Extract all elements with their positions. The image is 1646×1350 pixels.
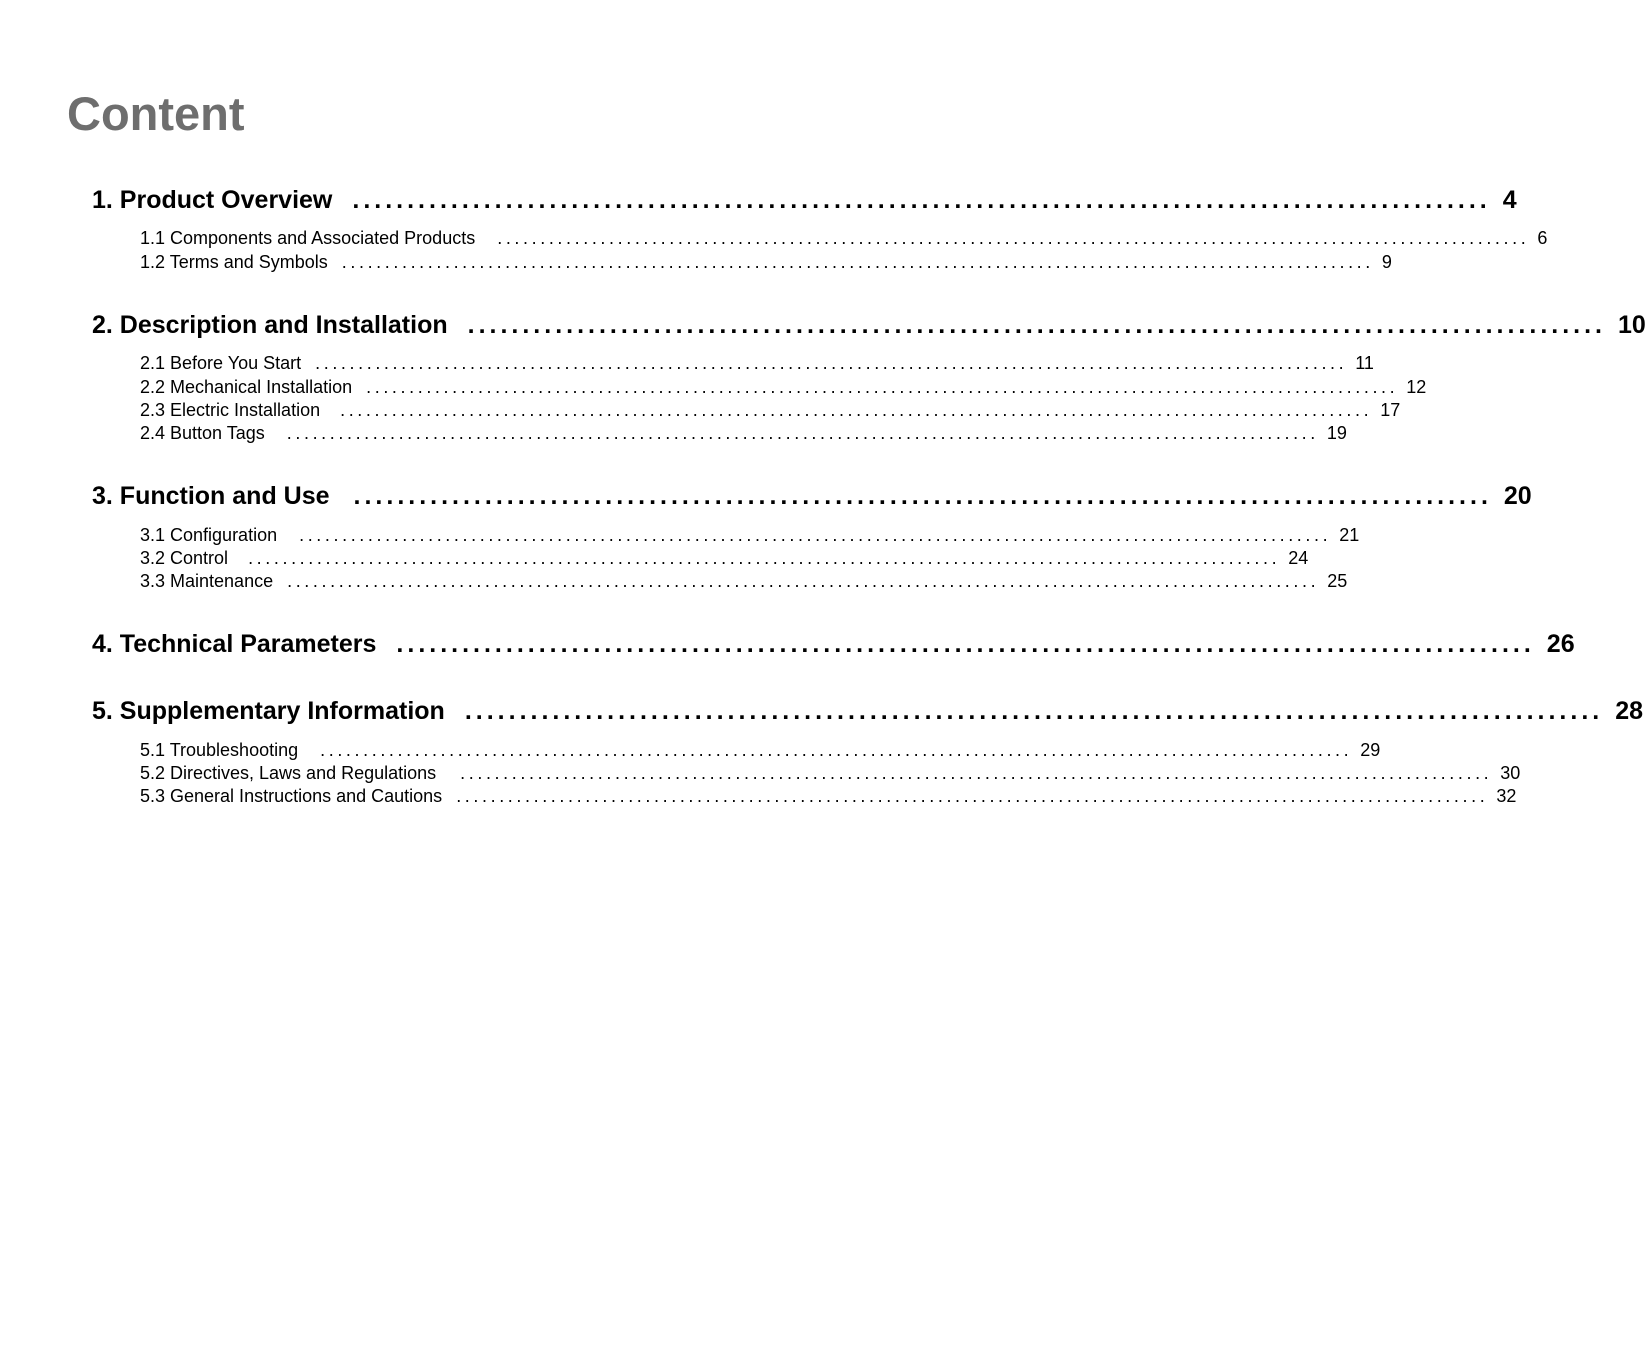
toc-page-number: 29 [1360, 740, 1381, 760]
toc-section-label: 2. Description and Installation [92, 311, 448, 339]
toc-page-number: 12 [1406, 377, 1427, 397]
toc-item-5-3[interactable] [140, 785, 1517, 808]
toc-item-label: 2.2 Mechanical Installation [140, 377, 353, 397]
toc-section-label: 1. Product Overview [92, 186, 333, 214]
dot-leader: ........................................................................................................ [464, 697, 1604, 725]
toc-item-label: 3.2 Control [140, 548, 229, 568]
dot-leader: ........................................................................................................................ [299, 525, 1332, 545]
toc-section-5[interactable] [92, 696, 1644, 726]
toc-item-5-1[interactable] [140, 739, 1381, 762]
toc-page-number: 24 [1288, 548, 1309, 568]
toc-item-1-1[interactable] [140, 227, 1548, 250]
toc-item-3-2[interactable] [140, 547, 1309, 570]
toc-page-number: 20 [1503, 482, 1532, 510]
toc-section-4[interactable] [92, 629, 1575, 659]
dot-leader: ........................................................................................................ [467, 311, 1606, 339]
toc-section-label: 5. Supplementary Information [92, 697, 445, 725]
toc-item-label: 2.4 Button Tags [140, 423, 265, 443]
toc-item-2-3[interactable] [140, 399, 1401, 422]
dot-leader: ........................................................................................................................ [341, 252, 1374, 272]
toc-item-2-2[interactable] [140, 376, 1427, 399]
toc-page-number: 11 [1355, 353, 1374, 373]
toc-section-2[interactable] [92, 310, 1646, 340]
toc-page-number: 19 [1326, 423, 1347, 443]
toc-section-1[interactable] [92, 185, 1517, 215]
dot-leader: ........................................................................................................................ [460, 763, 1493, 783]
toc-item-3-3[interactable] [140, 570, 1348, 593]
toc-page-number: 28 [1615, 697, 1644, 725]
toc-page-number: 4 [1502, 186, 1517, 214]
dot-leader: ........................................................................................................................ [320, 740, 1353, 760]
toc-page-number: 21 [1339, 525, 1360, 545]
toc-page-number: 25 [1327, 571, 1348, 591]
toc-page-number: 17 [1380, 400, 1401, 420]
toc-item-label: 1.1 Components and Associated Products [140, 228, 476, 248]
dot-leader: ........................................................................................................................ [497, 228, 1530, 248]
toc-item-2-1[interactable] [140, 352, 1374, 375]
dot-leader: ........................................................................................................ [352, 186, 1491, 214]
toc-item-label: 5.2 Directives, Laws and Regulations [140, 763, 437, 783]
toc-item-label: 5.1 Troubleshooting [140, 740, 299, 760]
toc-item-label: 3.1 Configuration [140, 525, 278, 545]
toc-item-label: 3.3 Maintenance [140, 571, 274, 591]
dot-leader: ........................................................................................................................ [315, 353, 1348, 373]
toc-item-1-2[interactable] [140, 251, 1392, 274]
toc-page-number: 30 [1500, 763, 1521, 783]
toc-item-label: 5.3 General Instructions and Cautions [140, 786, 443, 806]
dot-leader: ........................................................................................................ [396, 630, 1535, 658]
toc-section-3[interactable] [92, 481, 1532, 511]
page-title: Content [67, 87, 245, 140]
toc-page-number: 10 [1618, 311, 1646, 339]
dot-leader: ........................................................................................................................ [287, 571, 1320, 591]
toc-item-3-1[interactable] [140, 524, 1360, 547]
toc-item-label: 2.1 Before You Start [140, 353, 302, 373]
toc-item-label: 2.3 Electric Installation [140, 400, 321, 420]
toc-page-number: 9 [1381, 252, 1392, 272]
toc-item-5-2[interactable] [140, 762, 1521, 785]
toc-page-number: 6 [1537, 228, 1548, 248]
dot-leader: ........................................................................................................................ [366, 377, 1399, 397]
dot-leader: ........................................................................................................................ [286, 423, 1319, 443]
toc-section-label: 4. Technical Parameters [92, 630, 377, 658]
dot-leader: ........................................................................................................ [353, 482, 1492, 510]
dot-leader: ........................................................................................................................ [248, 548, 1281, 568]
toc-item-label: 1.2 Terms and Symbols [140, 252, 328, 272]
dot-leader: ........................................................................................................................ [340, 400, 1373, 420]
toc-page-number: 32 [1496, 786, 1517, 806]
toc-page-number: 26 [1546, 630, 1575, 658]
toc-item-2-4[interactable] [140, 422, 1347, 445]
dot-leader: ........................................................................................................................ [456, 786, 1489, 806]
toc-section-label: 3. Function and Use [92, 482, 330, 510]
